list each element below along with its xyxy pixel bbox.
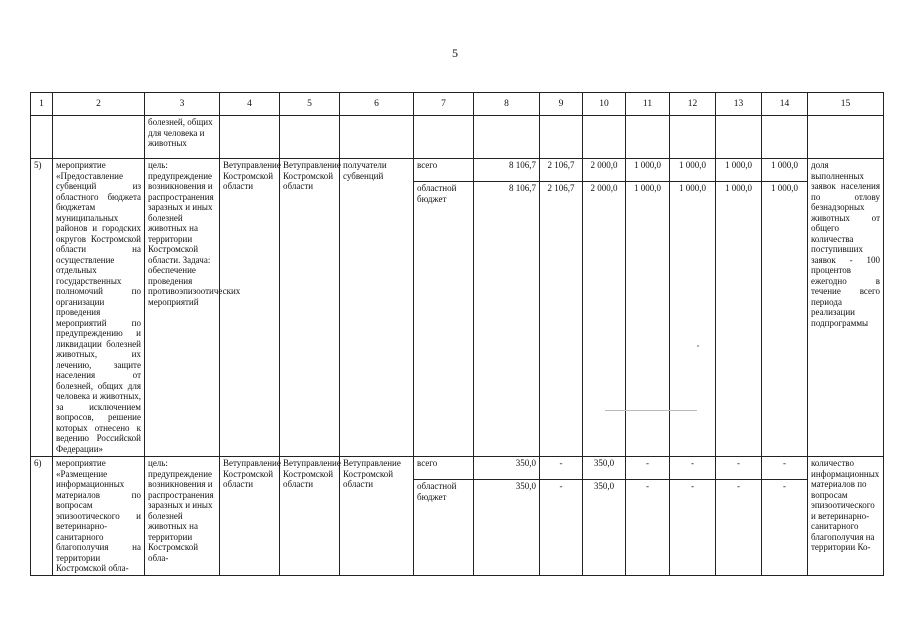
amount-cell: 1 000,0 <box>670 182 716 457</box>
scan-artifact-dot <box>697 345 699 347</box>
page-number: 5 <box>452 46 458 60</box>
table-row <box>31 116 884 159</box>
amount-cell: - <box>716 480 762 575</box>
amount-cell: 1 000,0 <box>762 159 808 182</box>
amount-cell: 350,0 <box>583 480 626 575</box>
header-cell: 3 <box>145 93 220 116</box>
header-cell: 8 <box>474 93 540 116</box>
amount-cell: 1 000,0 <box>716 182 762 457</box>
header-cell: 11 <box>626 93 670 116</box>
indicator-cell: доля выполненных заявок населения по отлову безнадзорных животных от общего количества поступивших заявок - 100 процентов ежегодно в течение всего периода реализации подпрограммы <box>808 159 884 457</box>
amount-cell: - <box>626 457 670 480</box>
amount-cell: - <box>540 480 583 575</box>
header-cell: 2 <box>53 93 145 116</box>
amount-cell: 2 000,0 <box>583 159 626 182</box>
amount-cell: 1 000,0 <box>626 159 670 182</box>
row-number: 6) <box>31 457 53 576</box>
funding-source-cell: областной бюджет <box>414 480 474 575</box>
event-cell: мероприятие «Предоставление субвенций из областного бюджета бюджетам муниципальных районов и городских округов Костромской области на осуществление отдельных государственных полномочий по организации проведения мероприятий по предупреждению и ликвидации болезней животных, их лечению, защите населения от болезней, общих для человека и животных, за исключением вопросов, решение которых отнесено к ведению Российской Федерации» <box>53 159 145 457</box>
amount-cell: - <box>540 457 583 480</box>
header-cell: 12 <box>670 93 716 116</box>
amount-cell: 1 000,0 <box>762 182 808 457</box>
header-cell: 5 <box>280 93 340 116</box>
amount-cell: 1 000,0 <box>670 159 716 182</box>
goal-cell: цель: предупреждение возникновения и распространения заразных и иных болезней животных на территории Костромской обла- <box>145 457 220 576</box>
recipient-cell: получатели субвенций <box>340 159 414 457</box>
amount-cell: 2 106,7 <box>540 182 583 457</box>
amount-cell: 350,0 <box>583 457 626 480</box>
amount-cell: 2 000,0 <box>583 182 626 457</box>
amount-cell: 1 000,0 <box>716 159 762 182</box>
header-row <box>31 93 884 116</box>
recipient-cell: Ветуправление Костромской области <box>340 457 414 576</box>
header-cell: 7 <box>414 93 474 116</box>
amount-cell: - <box>626 480 670 575</box>
event-cell: мероприятие «Размещение информационных материалов по вопросам эпизоотического и ветеринарно-санитарного благополучия на территории Костромской обла- <box>53 457 145 576</box>
header-cell: 15 <box>808 93 884 116</box>
amount-cell: - <box>716 457 762 480</box>
header-cell: 10 <box>583 93 626 116</box>
header-cell: 14 <box>762 93 808 116</box>
funding-source-cell: всего <box>414 159 474 182</box>
amount-cell: - <box>670 480 716 575</box>
amount-cell: - <box>762 480 808 575</box>
funding-source-cell: областной бюджет <box>414 182 474 457</box>
amount-cell: 1 000,0 <box>626 182 670 457</box>
executor-cell: Ветуправление Костромской области <box>220 457 280 576</box>
amount-cell: - <box>762 457 808 480</box>
amount-cell: 350,0 <box>474 480 540 575</box>
scan-artifact-line <box>605 410 697 411</box>
header-cell: 4 <box>220 93 280 116</box>
program-table <box>30 92 884 576</box>
amount-cell: - <box>670 457 716 480</box>
funding-source-cell: всего <box>414 457 474 480</box>
header-cell: 9 <box>540 93 583 116</box>
amount-cell: 350,0 <box>474 457 540 480</box>
amount-cell: 8 106,7 <box>474 182 540 457</box>
coexecutor-cell: Ветуправление Костромской области <box>280 159 340 457</box>
table-row <box>31 457 884 480</box>
goal-cell: цель: предупреждение возникновения и распространения заразных и иных болезней животных на территории Костромской области. Задача: обеспечение проведения противоэпизоотических мероприятий <box>145 159 220 457</box>
coexecutor-cell: Ветуправление Костромской области <box>280 457 340 576</box>
continued-goal-cell: болезней, общих для человека и животных <box>145 116 220 159</box>
amount-cell: 8 106,7 <box>474 159 540 182</box>
row-number: 5) <box>31 159 53 457</box>
header-cell: 13 <box>716 93 762 116</box>
executor-cell: Ветуправление Костромской области <box>220 159 280 457</box>
header-cell: 1 <box>31 93 53 116</box>
indicator-cell: количество информационных материалов по вопросам эпизоотического и ветеринарно-санитарного благополучия на территории Ко- <box>808 457 884 576</box>
table-row <box>31 159 884 182</box>
amount-cell: 2 106,7 <box>540 159 583 182</box>
header-cell: 6 <box>340 93 414 116</box>
